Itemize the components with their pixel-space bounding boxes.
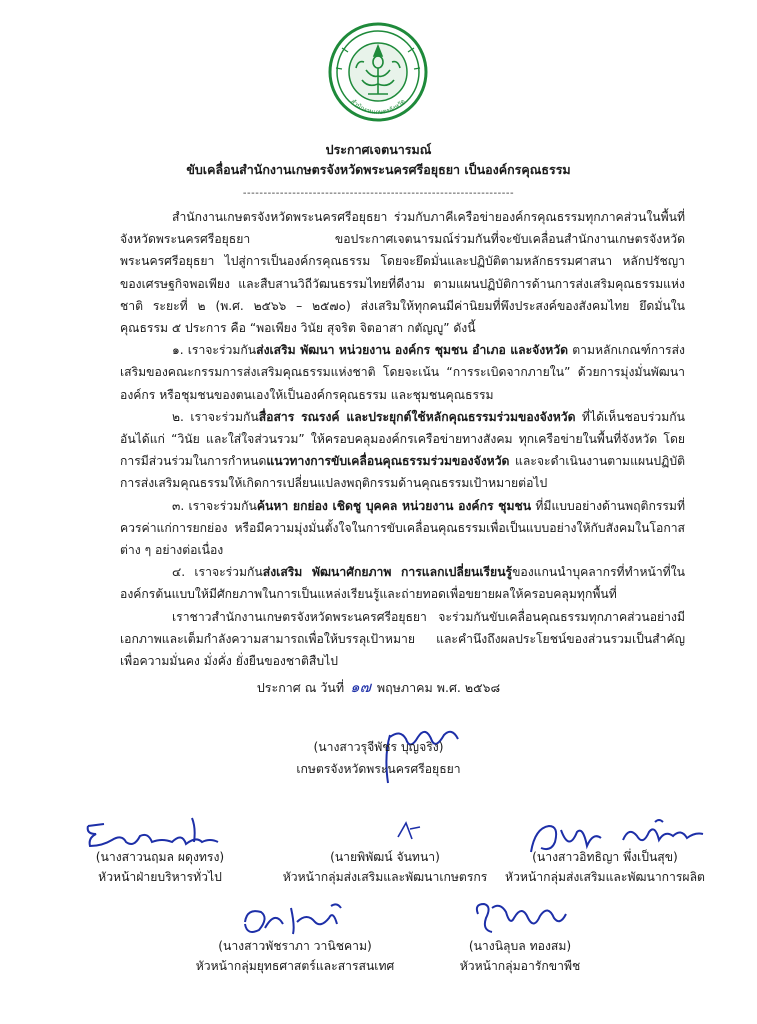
signature-1 (82, 812, 222, 852)
point-2 (120, 406, 685, 495)
announcement-date (0, 675, 757, 699)
point-1-prefix: ๑. เราจะร่วมกัน (172, 343, 257, 358)
date-month-year: พฤษภาคม พ.ศ. ๒๕๖๘ (376, 680, 501, 695)
intro-paragraph: สำนักงานเกษตรจังหวัดพระนครศรีอยุธยา ร่วมกับภาคีเครือข่ายองค์กรคุณธรรมทุกภาคส่วนในพื้นที่จังหวัดพระนครศรีอยุธยา ขอประกาศเจตนารมณ์ร่วมกันที่จะขับเคลื่อนสำนักงานเกษตรจังหวัดพระนครศรีอยุธยา ไปสู่การเป็นองค์กรคุณธรรม โดยจะยึดมั่นและปฏิบัติตามหลักธรรมศาสนา หลักปรัชญาของเศรษฐกิจพอเพียง และสืบสานวิถีวัฒนธรรมไทยที่ดีงาม ตามแผนปฏิบัติการด้านการส่งเสริมคุณธรรมแห่งชาติ ระยะที่ ๒ (พ.ศ. ๒๕๖๖ – ๒๕๗๐) ส่งเสริมให้ทุกคนมีค่านิยมที่พึงประสงค์ของสังคมไทย ยึดมั่นในคุณธรรม ๕ ประการ คือ “พอเพียง วินัย สุจริต จิตอาสา กตัญญู” ดังนี้ (120, 210, 685, 336)
signature-2 (390, 815, 430, 845)
seal-text: สำนักงานเกษตรจังหวัด (349, 98, 407, 117)
signatory-4-name: (นางสาวพัชราภา วานิชคาม) (218, 939, 372, 953)
point-1-text: ตามหลักเกณฑ์การส่งเสริมของคณะกรรมการส่งเสริมคุณธรรมแห่งชาติ โดยจะเน้น “การระเบิดจากภายใน” ด้วยการมุ่งมั่นพัฒนาองค์กร หรือชุมชนของตนเองให้เป็นองค์กรคุณธรรม และชุมชนคุณธรรม (120, 343, 685, 402)
main-signatory-name: (นางสาวรุจีพัชร บุญจริง) (313, 740, 444, 754)
signature-4 (235, 898, 355, 940)
signatory-3-name: (นางสาวอิทธิญา พึ่งเป็นสุข) (532, 850, 678, 864)
point-3-prefix: ๓. เราจะร่วมกัน (172, 498, 257, 513)
point-3-emphasis: ค้นหา ยกย่อง เชิดชู บุคคล หน่วยงาน องค์กร ชุมชน (256, 498, 532, 513)
point-1 (120, 339, 685, 406)
signatory-3-position: หัวหน้ากลุ่มส่งเสริมและพัฒนาการผลิต (505, 870, 705, 884)
point-4-text: ของแกนนำบุคลากรที่ทำหน้าที่ในองค์กรต้นแบบให้มีศักยภาพในการเป็นแหล่งเรียนรู้และถ่ายทอดเพื่อขยายผลให้ครอบคลุมทุกพื้นที่ (120, 565, 685, 602)
agriculture-office-seal (328, 22, 428, 122)
signature-5 (470, 896, 570, 940)
point-2-prefix: ๒. เราจะร่วมกัน (172, 409, 259, 424)
point-1-emphasis: ส่งเสริม พัฒนา หน่วยงาน องค์กร ชุมชน อำเภอ และจังหวัด (256, 343, 569, 358)
point-2-text-2: และจะดำเนินงานตามแผนปฏิบัติการส่งเสริมคุณธรรมให้เกิดการเปลี่ยนแปลงพฤติกรรมด้านคุณธรรมเป้าหมายต่อไป (120, 454, 685, 491)
point-4-emphasis: ส่งเสริม พัฒนาศักยภาพ การแลกเปลี่ยนเรียนรู้ (262, 565, 513, 580)
announcement-subtitle: ขับเคลื่อนสำนักงานเกษตรจังหวัดพระนครศรีอยุธยา เป็นองค์กรคุณธรรม (186, 162, 571, 177)
signatory-2-position: หัวหน้ากลุ่มส่งเสริมและพัฒนาเกษตรกร (282, 870, 488, 884)
signatory-2-name: (นายพิพัฒน์ จันทนา) (330, 850, 440, 864)
point-2-text: ที่ได้เห็นชอบร่วมกัน อันได้แก่ “วินัย และใส่ใจส่วนรวม” ให้ครอบคลุมองค์กรเครือข่ายทางสังคม ทุกเครือข่ายในพื้นที่จังหวัด โดยการมีส่วนร่วมในการกำหนด (120, 409, 685, 469)
signatory-1-position: หัวหน้าฝ่ายบริหารทั่วไป (98, 870, 222, 884)
signatory-4-position: หัวหน้ากลุ่มยุทธศาสตร์และสารสนเทศ (195, 959, 395, 973)
date-prefix: ประกาศ ณ วันที่ (256, 680, 345, 695)
date-day-handwritten: ๑๗ (350, 678, 371, 696)
point-3 (120, 495, 685, 562)
point-4 (120, 561, 685, 605)
announcement-body (120, 206, 685, 672)
announcement-title: ประกาศเจตนารมณ์ (325, 142, 432, 157)
point-3-text: ที่มีแบบอย่างด้านพฤติกรรมที่ควรค่าแก่การยกย่อง หรือมีความมุ่งมั่นตั้งใจในการขับเคลื่อนคุณธรรมเพื่อเป็นแบบอย่างให้กับสังคมในโอกาสต่าง ๆ อย่างต่อเนื่อง (120, 498, 685, 558)
divider: ------------------------------------------------------------------ (242, 188, 515, 199)
signatory-1-name: (นางสาวนฤมล ผดุงทรง) (95, 850, 225, 864)
point-4-prefix: ๔. เราจะร่วมกัน (172, 565, 263, 580)
signatory-5-name: (นางนิลุบล ทองสม) (468, 939, 572, 953)
point-2-emphasis: สื่อสาร รณรงค์ และประยุกต์ใช้หลักคุณธรรมร่วมของจังหวัด (258, 409, 576, 424)
signatory-5-position: หัวหน้ากลุ่มอารักขาพืช (459, 959, 581, 973)
main-signatory-position: เกษตรจังหวัดพระนครศรีอยุธยา (296, 762, 461, 776)
point-2-emphasis-2: แนวทางการขับเคลื่อนคุณธรรมร่วมของจังหวัด (266, 454, 510, 469)
closing-paragraph: เราชาวสำนักงานเกษตรจังหวัดพระนครศรีอยุธยา จะร่วมกันขับเคลื่อนคุณธรรมทุกภาคส่วนอย่างมีเอกภาพและเต็มกำลังความสามารถเพื่อให้บรรลุเป้าหมาย และคำนึงถึงผลประโยชน์ของส่วนรวมเป็นสำคัญ เพื่อความมั่นคง มั่งคั่ง ยั่งยืนของชาติสืบไป (120, 609, 685, 669)
